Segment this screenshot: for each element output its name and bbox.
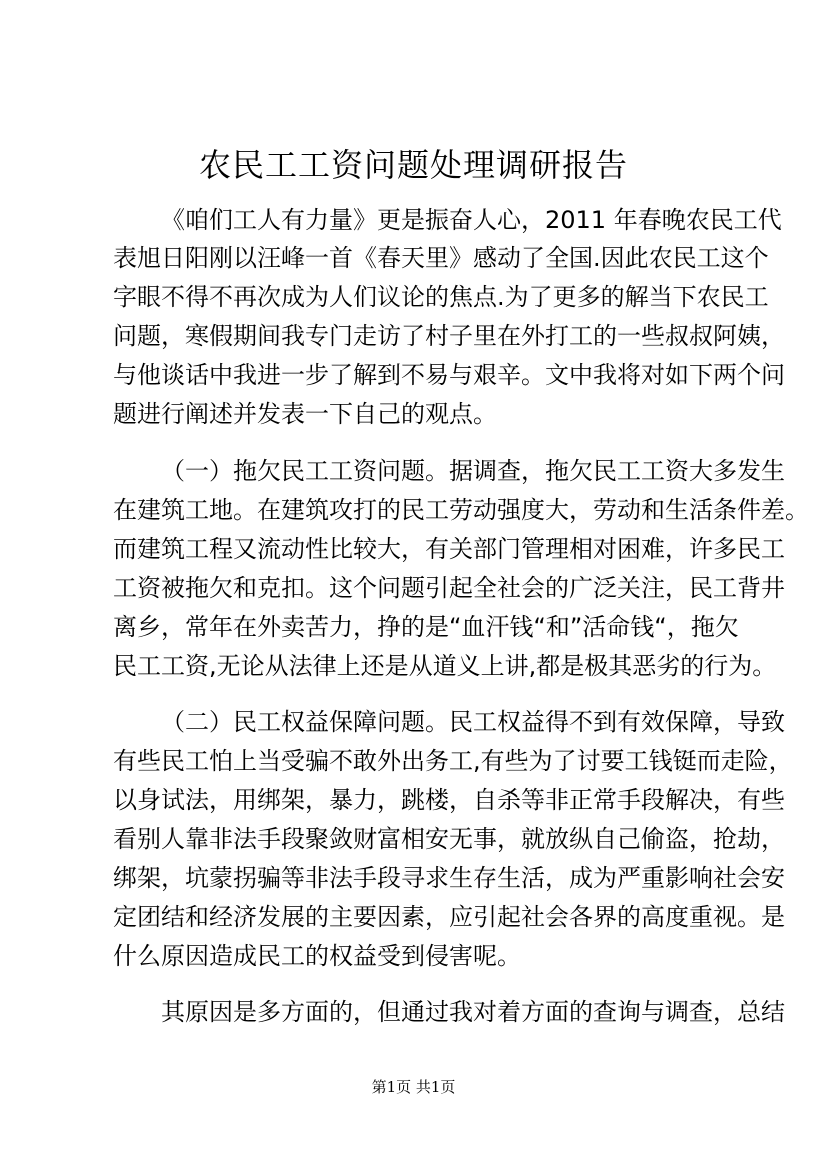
paragraph-line: 在建筑工地。在建筑攻打的民工劳动强度大，劳动和生活条件差。 — [113, 496, 809, 524]
paragraph-line: （一）拖欠民工工资问题。据调查，拖欠民工工资大多发生 — [161, 457, 785, 485]
paragraph-line: 《咱们工人有力量》更是振奋人心，2011 年春晚农民工代 — [161, 206, 782, 234]
paragraph-line: 离乡，常年在外卖苦力，挣的是“血汗钱“和”活命钱“，拖欠 — [113, 613, 739, 641]
page-number-footer: 第1页 共1页 — [371, 1078, 456, 1096]
paragraph-line: 什么原因造成民工的权益受到侵害呢。 — [113, 942, 521, 970]
paragraph-line: 工资被拖欠和克扣。这个问题引起全社会的广泛关注，民工背井 — [113, 574, 785, 602]
paragraph-line: 表旭日阳刚以汪峰一首《春天里》感动了全国.因此农民工这个 — [113, 244, 769, 272]
paragraph-line: 民工工资,无论从法律上还是从道义上讲,都是极其恶劣的行为。 — [113, 652, 777, 680]
paragraph-line: 题进行阐述并发表一下自己的观点。 — [113, 400, 497, 428]
document-title: 农民工工资问题处理调研报告 — [198, 146, 628, 184]
paragraph-line: 有些民工怕上当受骗不敢外出务工,有些为了讨要工钱铤而走险， — [113, 747, 793, 775]
paragraph-line: 问题，寒假期间我专门走访了村子里在外打工的一些叔叔阿姨， — [113, 322, 785, 350]
paragraph-line: 看别人靠非法手段聚敛财富相安无事，就放纵自己偷盗，抢劫， — [113, 825, 785, 853]
paragraph-line: 而建筑工程又流动性比较大，有关部门管理相对困难，许多民工 — [113, 535, 785, 563]
paragraph-line: 字眼不得不再次成为人们议论的焦点.为了更多的解当下农民工 — [113, 283, 769, 311]
paragraph-line: 与他谈话中我进一步了解到不易与艰辛。文中我将对如下两个问 — [113, 361, 785, 389]
paragraph-line: 以身试法，用绑架，暴力，跳楼，自杀等非正常手段解决，有些 — [113, 786, 785, 814]
paragraph-line: 定团结和经济发展的主要因素，应引起社会各界的高度重视。是 — [113, 903, 785, 931]
paragraph-line: （二）民工权益保障问题。民工权益得不到有效保障，导致 — [161, 708, 785, 736]
paragraph-line: 绑架，坑蒙拐骗等非法手段寻求生存生活，成为严重影响社会安 — [113, 864, 785, 892]
paragraph-line: 其原因是多方面的，但通过我对着方面的查询与调查，总结 — [161, 998, 785, 1026]
